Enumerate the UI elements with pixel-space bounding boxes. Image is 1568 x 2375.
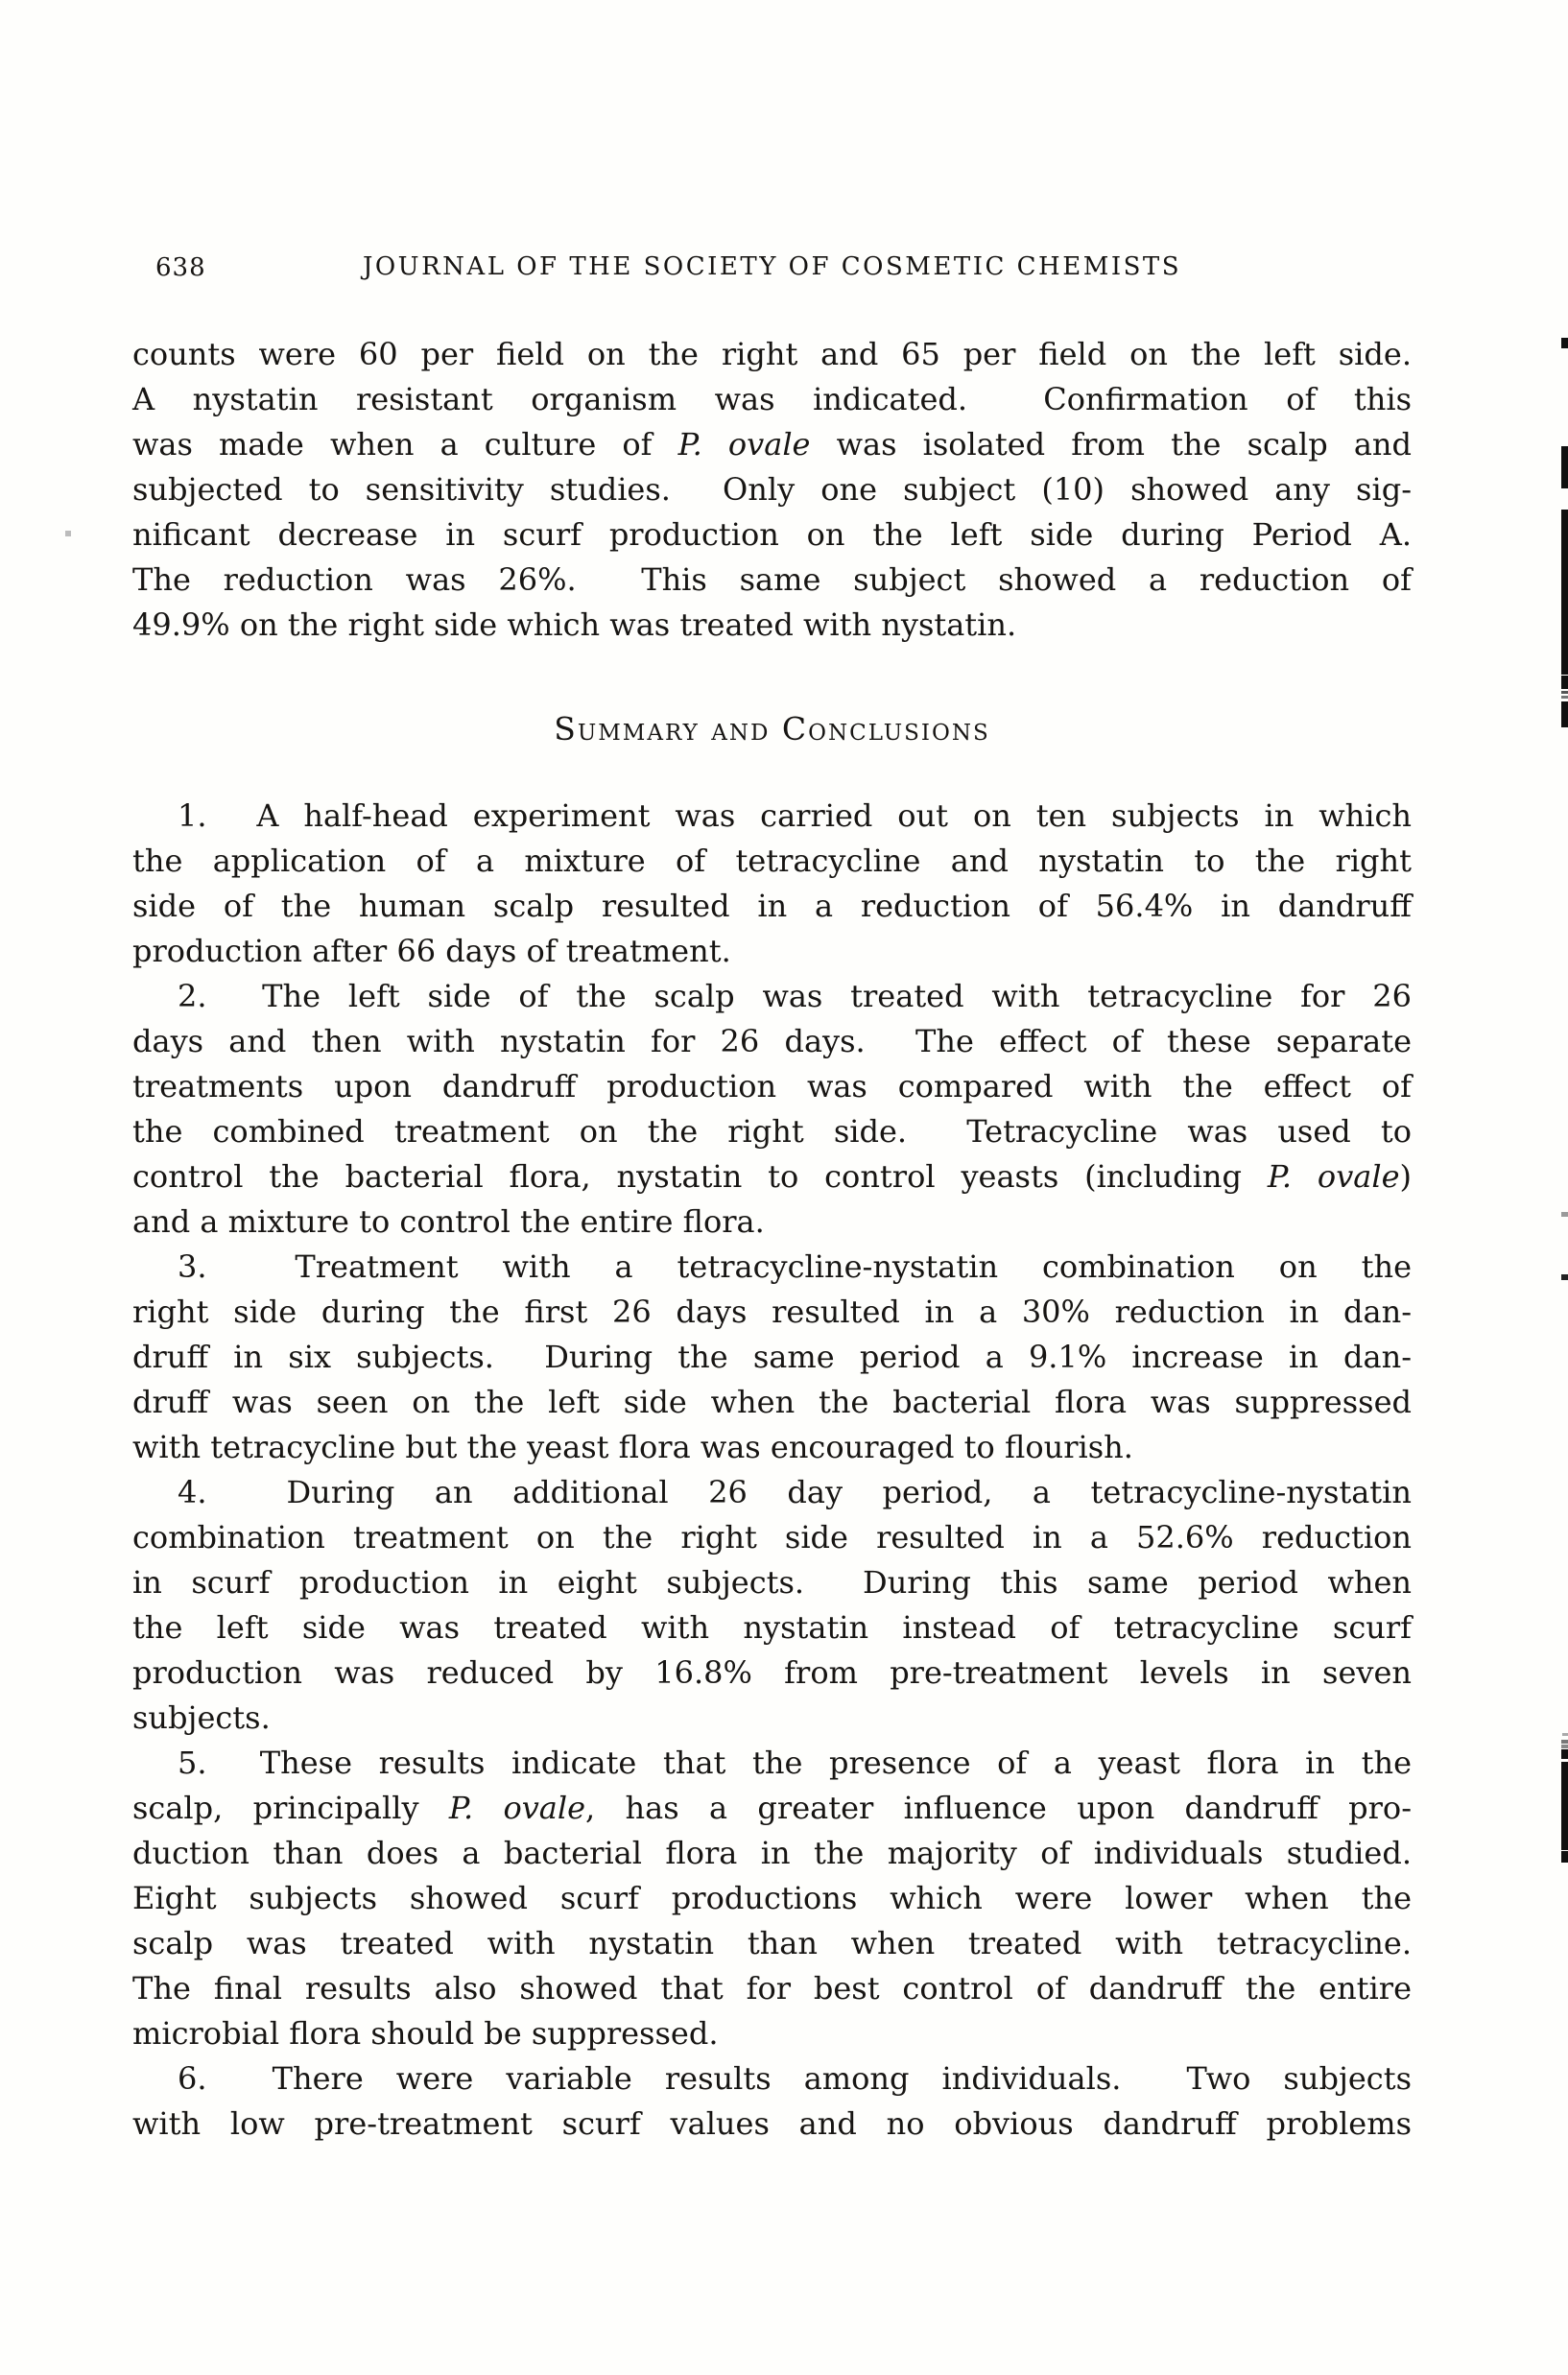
scan-artifact — [1561, 338, 1568, 348]
species-name: P. ovale — [448, 1790, 586, 1826]
text-line: microbial flora should be suppressed. — [132, 2015, 719, 2052]
paragraph-item-4 — [132, 1470, 1412, 1741]
scan-artifact — [1561, 676, 1568, 689]
text-line: right side during the first 26 days resulted in a 30% reduction in dan- — [132, 1294, 1412, 1330]
text-line: and a mixture to control the entire flora. — [132, 1203, 765, 1240]
paragraph-item-3 — [132, 1245, 1412, 1470]
paragraph-item-6 — [132, 2056, 1412, 2147]
journal-title: JOURNAL OF THE SOCIETY OF COSMETIC CHEMISTS — [362, 252, 1182, 281]
page-number: 638 — [155, 253, 206, 282]
text-line: The final results also showed that for best control of dandruff the entire — [132, 1970, 1412, 2007]
scan-artifact — [1561, 446, 1568, 488]
paragraph-item-1 — [132, 794, 1412, 974]
paragraph-item-2 — [132, 974, 1412, 1245]
text-line: 5. These results indicate that the presence of a yeast flora in the — [178, 1745, 1412, 1781]
species-name: P. ovale — [677, 426, 811, 463]
article-body — [132, 332, 1412, 2147]
running-header — [132, 252, 1412, 287]
text-line: with low pre-treatment scurf values and no obvious dandruff problems — [132, 2105, 1412, 2142]
scan-artifact — [1561, 691, 1568, 694]
scan-artifact — [1561, 510, 1568, 675]
text-segment: ) — [1399, 1158, 1413, 1195]
scan-artifact — [1561, 1212, 1568, 1217]
scan-artifact — [1561, 1745, 1568, 1748]
text-line: treatments upon dandruff production was compared with the effect of — [132, 1068, 1412, 1104]
paragraph-intro — [132, 332, 1412, 648]
text-segment: , has a greater influence upon dandruff pro- — [585, 1790, 1413, 1826]
text-segment: scalp, principally — [132, 1790, 449, 1826]
text-line: druff was seen on the left side when the bacterial flora was suppressed — [132, 1384, 1412, 1420]
text-line: druff in six subjects. During the same period a 9.1% increase in dan- — [132, 1339, 1412, 1375]
text-line: 2. The left side of the scalp was treated with tetracycline for 26 — [178, 978, 1412, 1014]
text-line: nificant decrease in scurf production on the left side during Period A. — [132, 516, 1412, 553]
text-line: production after 66 days of treatment. — [132, 933, 731, 969]
text-line: scalp was treated with nystatin than when treated with tetracycline. — [132, 1925, 1412, 1961]
text-line: 6. There were variable results among individuals. Two subjects — [178, 2060, 1412, 2097]
paragraph-item-5 — [132, 1741, 1412, 2056]
text-line: 3. Treatment with a tetracycline-nystatin combination on the — [178, 1248, 1412, 1285]
text-line: 4. During an additional 26 day period, a tetracycline-nystatin — [178, 1474, 1412, 1510]
scan-artifact — [1561, 1274, 1568, 1280]
text-line — [132, 422, 1412, 467]
scan-artifact — [1561, 1749, 1568, 1759]
text-line: duction than does a bacterial flora in the majority of individuals studied. — [132, 1835, 1412, 1871]
scan-artifact — [1561, 701, 1568, 727]
text-line: 49.9% on the right side which was treated with nystatin. — [132, 606, 1017, 643]
text-line — [132, 1786, 1412, 1831]
species-name: P. ovale — [1267, 1158, 1400, 1195]
text-line: side of the human scalp resulted in a reduction of 56.4% in dandruff — [132, 888, 1412, 924]
text-line: days and then with nystatin for 26 days. The effect of these separate — [132, 1023, 1412, 1059]
text-line: in scurf production in eight subjects. During this same period when — [132, 1564, 1412, 1601]
text-line: the combined treatment on the right side. Tetracycline was used to — [132, 1113, 1412, 1150]
text-segment: was isolated from the scalp and — [810, 426, 1413, 463]
scan-artifact — [1561, 696, 1568, 699]
scan-artifact — [1562, 1733, 1568, 1736]
text-line: the application of a mixture of tetracycline and nystatin to the right — [132, 843, 1412, 879]
text-line: 1. A half-head experiment was carried out on ten subjects in which — [178, 797, 1412, 834]
scan-artifact — [1561, 1762, 1568, 1850]
text-line: counts were 60 per field on the right and 65 per field on the left side. — [132, 336, 1412, 372]
text-line: The reduction was 26%. This same subject showed a reduction of — [132, 561, 1412, 598]
scan-artifact — [1561, 1740, 1568, 1744]
text-line: with tetracycline but the yeast flora was encouraged to flourish. — [132, 1429, 1133, 1465]
text-line: combination treatment on the right side resulted in a 52.6% reduction — [132, 1519, 1412, 1556]
text-line: the left side was treated with nystatin instead of tetracycline scurf — [132, 1609, 1412, 1646]
text-line: production was reduced by 16.8% from pre-treatment levels in seven — [132, 1654, 1412, 1691]
text-segment: was made when a culture of — [132, 426, 678, 463]
text-segment: control the bacterial flora, nystatin to control yeasts (including — [132, 1158, 1268, 1195]
text-line: subjects. — [132, 1699, 271, 1736]
scan-artifact — [1561, 1851, 1568, 1863]
text-line: A nystatin resistant organism was indicated. Confirmation of this — [132, 381, 1412, 417]
scan-artifact — [65, 531, 71, 536]
section-heading: Summary and Conclusions — [554, 710, 990, 748]
text-line: subjected to sensitivity studies. Only one subject (10) showed any sig- — [132, 471, 1412, 508]
text-line: Eight subjects showed scurf productions which were lower when the — [132, 1880, 1412, 1916]
text-line — [132, 1154, 1412, 1199]
